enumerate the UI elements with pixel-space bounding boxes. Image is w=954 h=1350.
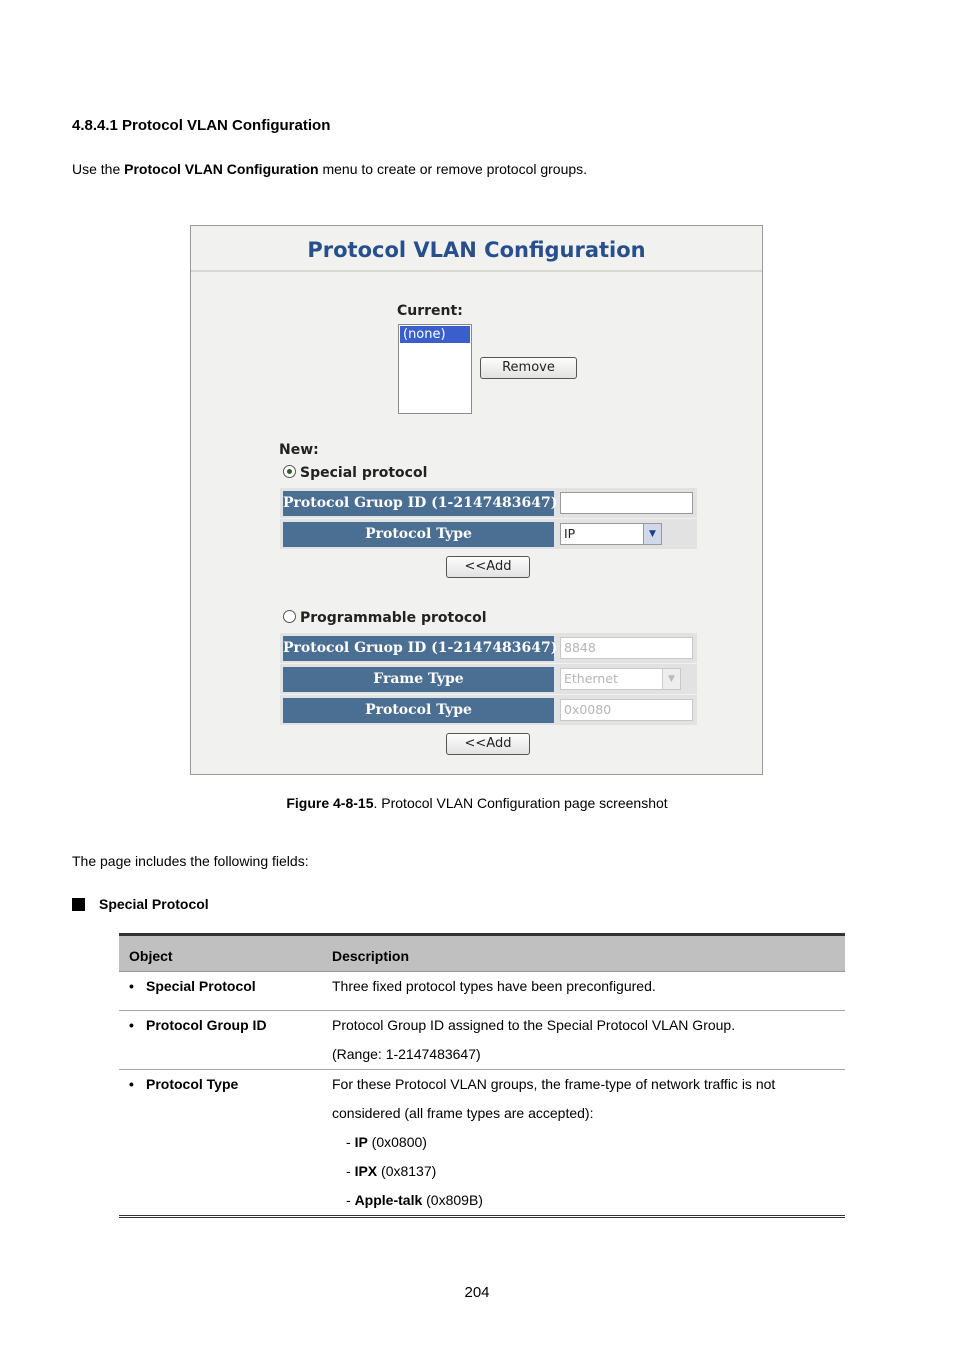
current-option[interactable]: (none) [400,326,470,343]
special-group-id-label: Protocol Gruop ID (1-2147483647) [283,491,554,516]
item-name: IP [354,1134,368,1150]
new-label: New: [279,442,319,458]
row-description: (Range: 1-2147483647) [332,1046,481,1062]
row-object: Protocol Group ID [146,1017,267,1033]
programmable-protocol-option[interactable] [283,610,487,626]
special-group-id-row [280,488,697,518]
prog-protocol-type-row [280,695,697,725]
prog-group-id-input[interactable]: 8848 [560,637,693,659]
subsection-title: Special Protocol [99,896,209,912]
row-description: Protocol Group ID assigned to the Special Protocol VLAN Group. [332,1017,736,1033]
current-label: Current: [397,303,463,319]
row-description: considered (all frame types are accepted): [332,1105,594,1121]
row-object: Protocol Type [146,1076,239,1092]
intro-paragraph [72,161,587,177]
caption-bold: Figure 4-8-15 [286,795,374,811]
special-group-id-input[interactable] [560,492,693,514]
item-code: (0x8137) [377,1163,437,1179]
row-description: Three fixed protocol types have been preconfigured. [332,978,656,994]
row-description: For these Protocol VLAN groups, the frame-type of network traffic is not [332,1076,776,1092]
remove-button[interactable]: Remove [480,357,577,379]
bullet-icon: • [129,1076,134,1092]
prog-group-id-label: Protocol Gruop ID (1-2147483647) [283,636,554,661]
prog-frame-type-select[interactable] [560,668,681,690]
prog-frame-type-value: Ethernet [564,671,618,686]
intro-bold: Protocol VLAN Configuration [124,161,319,177]
special-protocol-label: Special protocol [300,465,428,481]
chevron-down-icon[interactable]: ▼ [643,524,661,544]
prog-frame-type-label: Frame Type [283,667,554,692]
section-title: 4.8.4.1 Protocol VLAN Configuration [72,117,331,134]
header-description: Description [322,935,845,972]
config-screenshot [190,225,763,775]
chevron-down-icon[interactable]: ▼ [662,669,680,689]
programmable-protocol-radio[interactable] [283,610,296,623]
bullet-icon: • [129,1017,134,1033]
header-object: Object [119,935,322,972]
caption-text: . Protocol VLAN Configuration page screenshot [373,795,668,811]
bullet-icon: • [129,978,134,994]
list-item: - Apple-talk (0x809B) [346,1192,483,1208]
special-protocol-option[interactable] [283,465,427,481]
page-number: 204 [464,1284,490,1301]
table-row [119,972,845,1011]
table-row [119,1011,845,1070]
prog-group-id-row [280,633,697,663]
figure-caption [0,795,954,811]
screenshot-title: Protocol VLAN Configuration [191,226,762,272]
special-protocol-radio[interactable] [283,465,296,478]
prog-frame-type-row [280,664,697,694]
special-add-button[interactable]: <<Add [446,556,530,578]
fields-intro: The page includes the following fields: [72,853,309,869]
intro-prefix: Use the [72,161,125,177]
special-protocol-type-label: Protocol Type [283,522,554,547]
intro-suffix: menu to create or remove protocol groups. [318,161,588,177]
prog-protocol-type-input[interactable]: 0x0080 [560,699,693,721]
row-object: Special Protocol [146,978,256,994]
item-name: Apple-talk [354,1192,423,1208]
current-groups-listbox[interactable] [398,324,472,414]
list-item: - IP (0x0800) [346,1134,427,1150]
fields-table [119,933,845,1218]
programmable-add-button[interactable]: <<Add [446,733,530,755]
list-item: - IPX (0x8137) [346,1163,437,1179]
prog-protocol-type-label: Protocol Type [283,698,554,723]
item-name: IPX [354,1163,378,1179]
special-protocol-type-row [280,519,697,549]
programmable-protocol-label: Programmable protocol [300,610,487,626]
special-protocol-type-select[interactable] [560,523,662,545]
table-row [119,1070,845,1217]
item-code: (0x809B) [422,1192,483,1208]
square-bullet-icon [72,898,85,911]
special-protocol-type-value: IP [564,526,576,541]
item-code: (0x0800) [367,1134,427,1150]
